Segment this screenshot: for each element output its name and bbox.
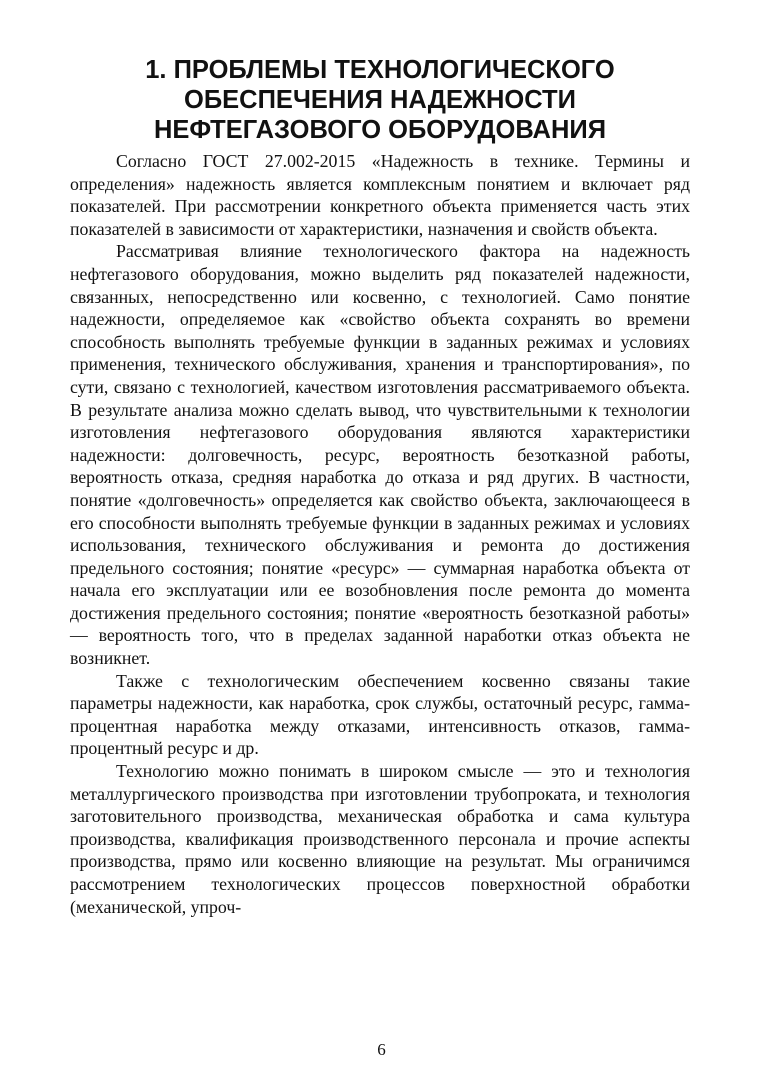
chapter-title-line-1: 1. ПРОБЛЕМЫ ТЕХНОЛОГИЧЕСКОГО — [145, 56, 615, 84]
paragraph-3: Также с технологическим обеспечением косвенно связаны такие параметры надежности, как наработка, срок службы, остаточный ресурс, гамма-процентная наработка между отказами, интенсивность отказов, гамма-процентный ресурс и др. — [70, 670, 690, 759]
paragraph-1: Согласно ГОСТ 27.002-2015 «Надежность в технике. Термины и определения» надежность является комплексным понятием и включает ряд показателей. При рассмотрении конкретного объекта применяется часть этих показателей в зависимости от характеристики, назначения и свойств объекта. — [70, 151, 690, 239]
page-number: 6 — [377, 1040, 386, 1059]
paragraph-4: Технологию можно понимать в широком смысле — это и технология металлургического производства при изготовлении трубопроката, и технология заготовительного производства, механическая обработка и сама культура производства, квалификация производственного персонала и прочие аспекты производства, прямо или косвенно влияющие на результат. Мы ограничимся рассмотрением технологических процессов поверхностной обработки (механической, упроч- — [70, 761, 690, 917]
document-page — [70, 55, 690, 918]
chapter-title-line-3: НЕФТЕГАЗОВОГО ОБОРУДОВАНИЯ — [153, 116, 607, 144]
paragraph-2: Рассматривая влияние технологического фактора на надежность нефтегазового оборудования, можно выделить ряд показателей надежности, связанных, непосредственно или косвенно, с технологией. Само понятие надежности, определяемое как «свойство объекта сохранять во времени способность выполнять требуемые функции в заданных режимах и условиях применения, технического обслуживания, хранения и транспортирования», по сути, связано с технологией, качеством изготовления рассматриваемого объекта. В результате анализа можно сделать вывод, что чувствительными к технологии изготовления нефтегазового оборудования являются характеристики надежности: долговечность, ресурс, вероятность безотказной работы, вероятность отказа, средняя наработка до отказа и ряд других. В частности, понятие «долговечность» определяется как свойство объекта, заключающееся в его способности выполнять требуемые функции в заданных режимах и условиях использования, технического обслуживания и ремонта до достижения предельного состояния; понятие «ресурс» — суммарная наработка объекта от начала его эксплуатации или ее возобновления после ремонта до момента достижения предельного состояния; понятие «вероятность безотказной работы» — вероятность того, что в пределах заданной наработки отказ объекта не возникнет. — [70, 241, 690, 669]
chapter-title-line-2: ОБЕСПЕЧЕНИЯ НАДЕЖНОСТИ — [184, 86, 576, 114]
body-text — [70, 150, 690, 918]
chapter-title — [70, 55, 690, 145]
